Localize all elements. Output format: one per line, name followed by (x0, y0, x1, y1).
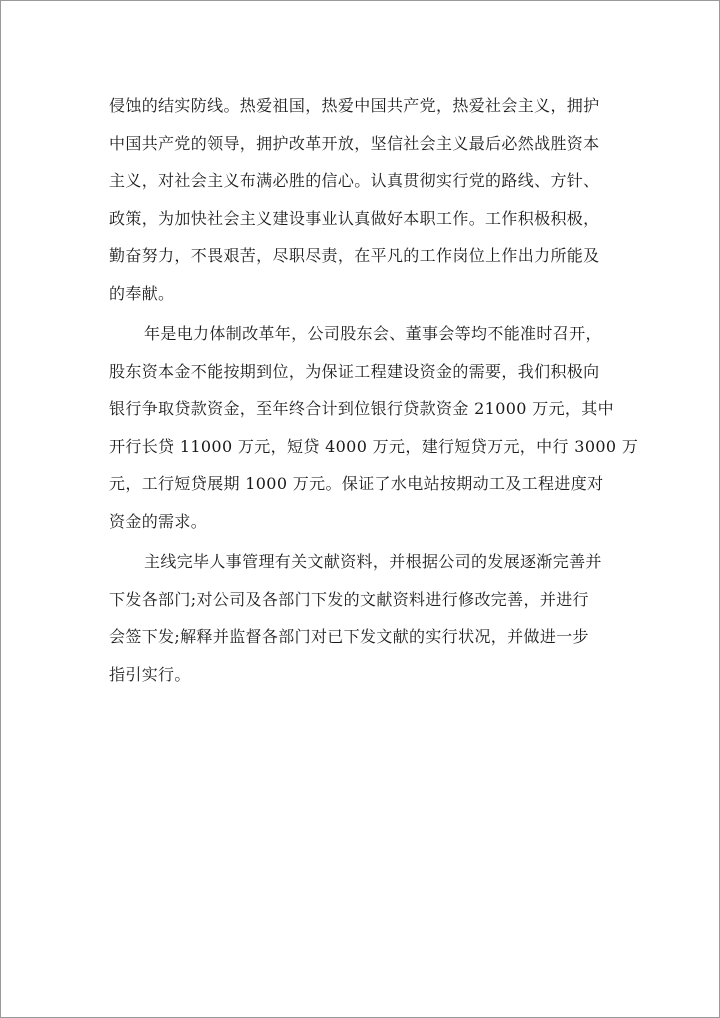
paragraph-2 (109, 315, 639, 540)
text-line: 元，工行短贷展期 1000 万元。保证了水电站按期动工及工程进度对 (109, 474, 604, 493)
text-line: 主义，对社会主义布满必胜的信心。认真贯彻实行党的路线、方针、 (109, 171, 600, 190)
text-line: 会签下发;解释并监督各部门对已下发文献的实行状况，并做进一步 (109, 627, 589, 646)
text-line: 资金的需求。 (109, 511, 208, 531)
text-line: 指引实行。 (109, 664, 191, 684)
text-line: 勤奋努力，不畏艰苦，尽职尽责，在平凡的工作岗位上作出力所能及 (109, 246, 600, 265)
paragraph-3 (109, 543, 639, 693)
text-line: 股东资本金不能按期到位，为保证工程建设资金的需要，我们积极向 (109, 361, 600, 381)
text-line: 开行长贷 11000 万元，短贷 4000 万元，建行短贷万元，中行 3000 万 (109, 436, 639, 456)
text-line: 下发各部门;对公司及各部门下发的文献资料进行修改完善，并进行 (109, 589, 589, 609)
paragraph-1 (109, 87, 639, 312)
text-line: 中国共产党的领导，拥护改革开放，坚信社会主义最后必然战胜资本 (109, 133, 600, 153)
document-body (109, 87, 639, 696)
text-line: 的奉献。 (109, 283, 175, 303)
text-line: 银行争取贷款资金，至年终合计到位银行贷款资金 21000 万元，其中 (109, 399, 614, 418)
text-line: 主线完毕人事管理有关文献资料，并根据公司的发展逐渐完善并 (144, 552, 602, 571)
text-line: 侵蚀的结实防线。热爱祖国，热爱中国共产党，热爱社会主义，拥护 (109, 96, 600, 115)
text-line: 政策，为加快社会主义建设事业认真做好本职工作。工作积极积极， (109, 208, 600, 228)
text-line: 年是电力体制改革年，公司股东会、董事会等均不能准时召开， (144, 324, 602, 343)
